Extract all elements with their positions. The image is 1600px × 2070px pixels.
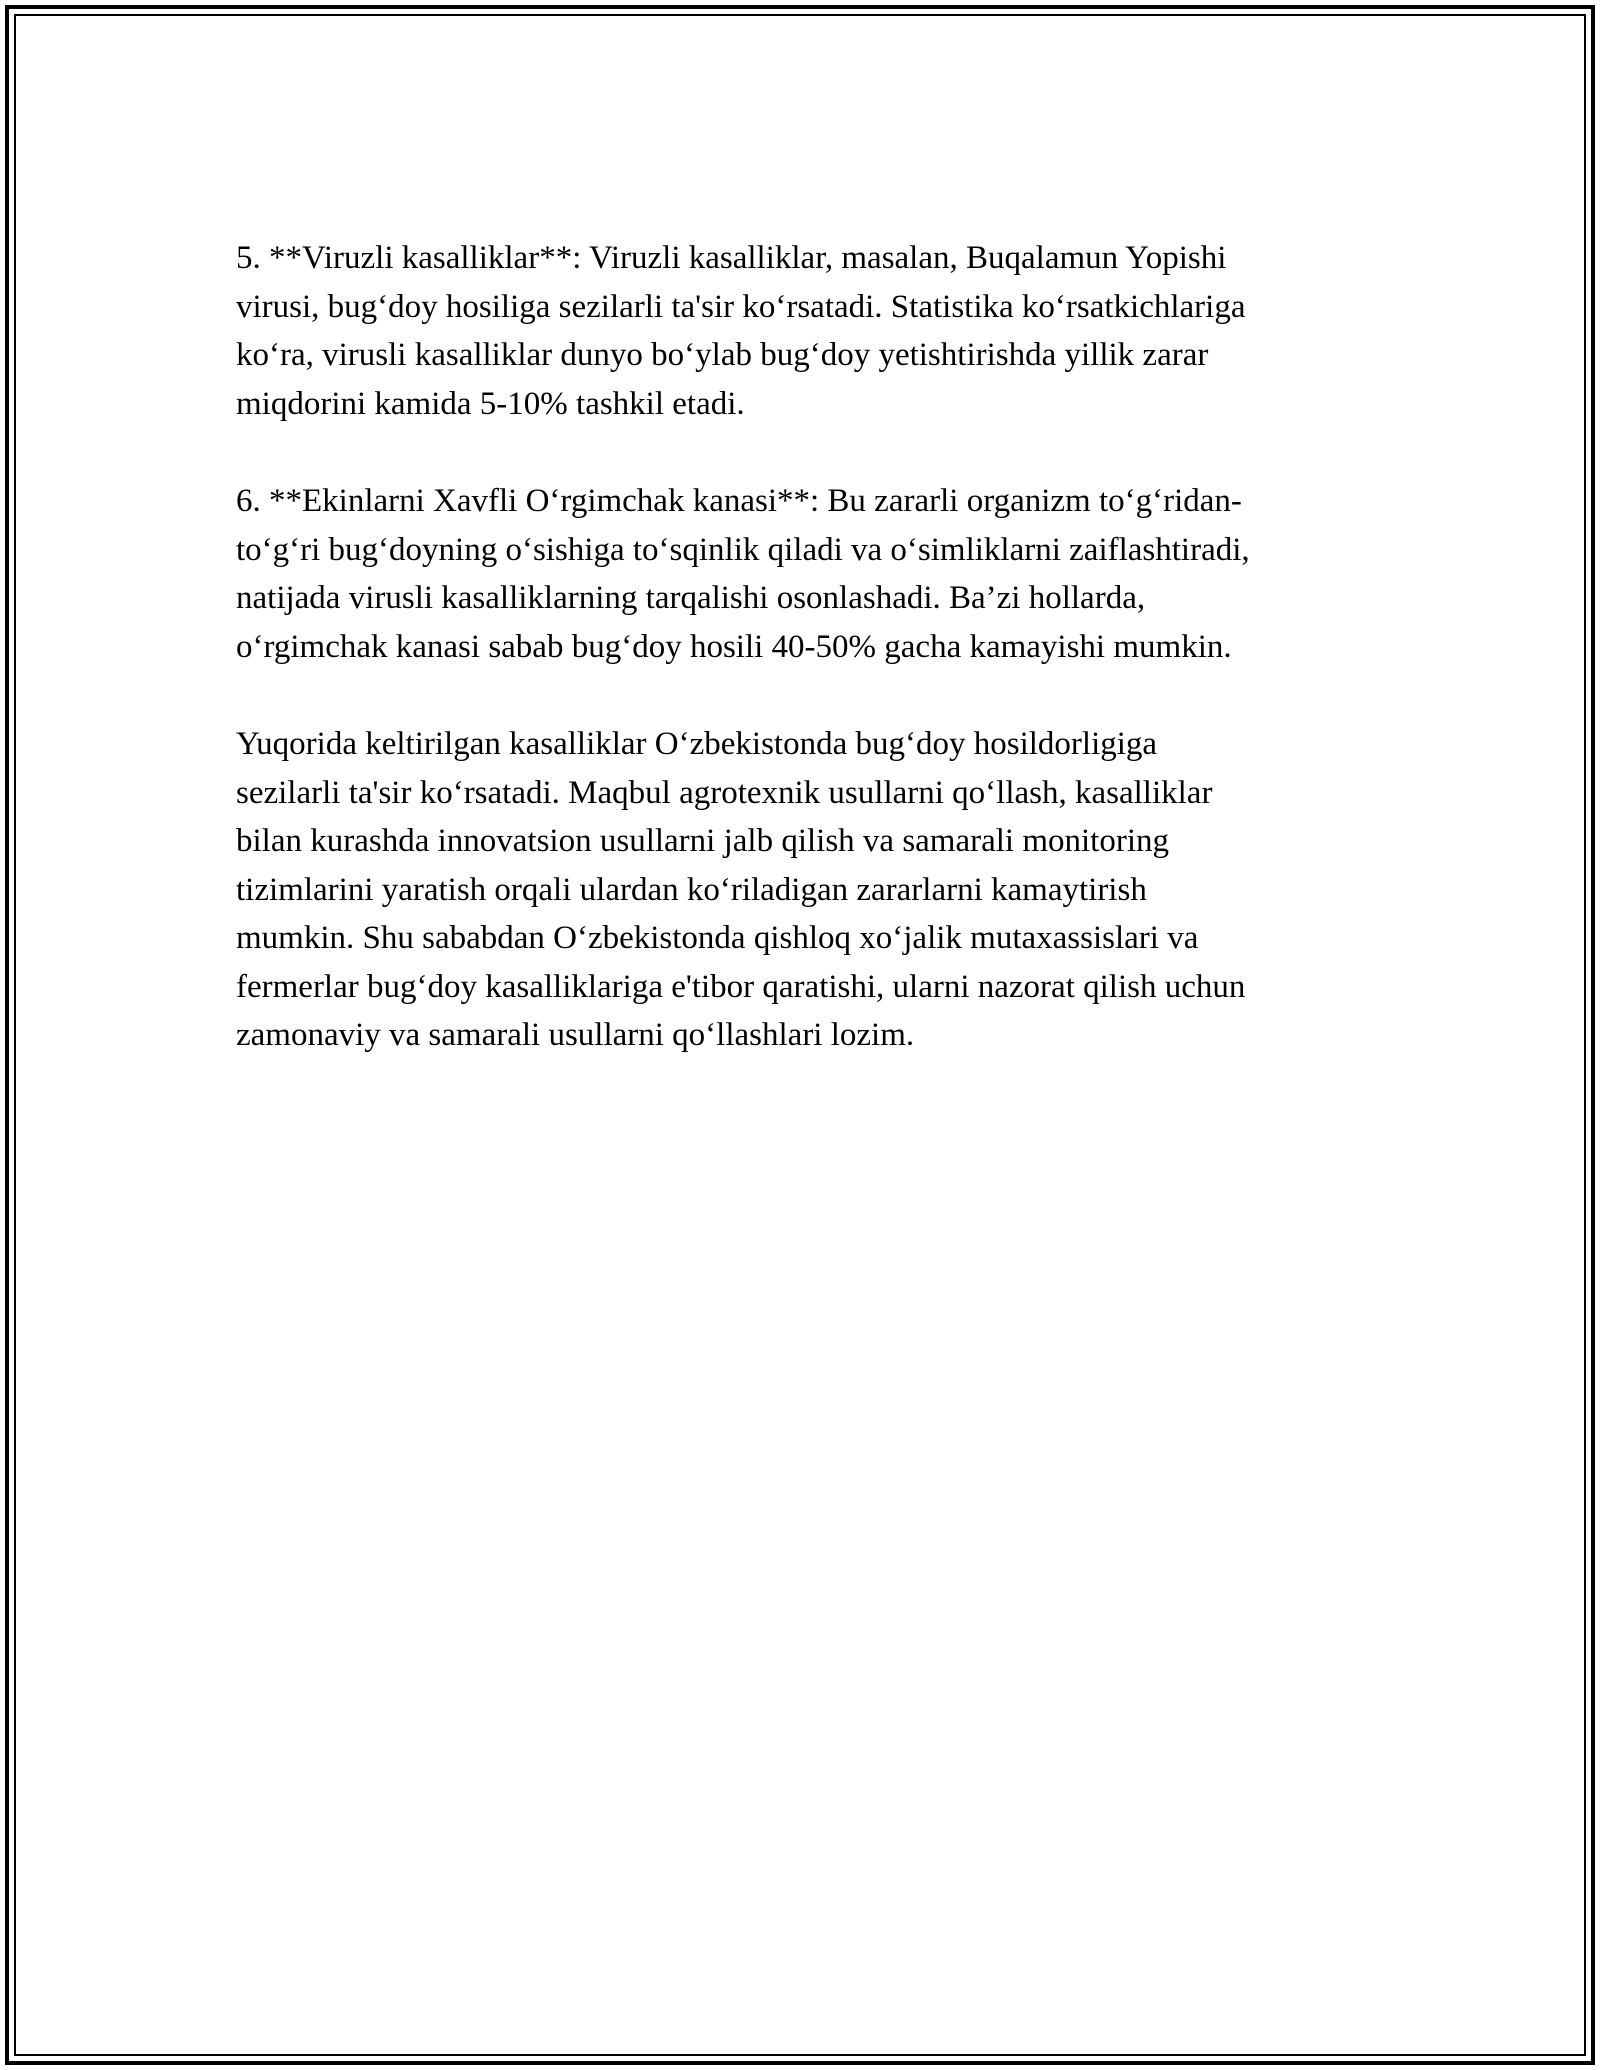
paragraph-conclusion [236, 720, 1376, 1060]
text-line: 6. **Ekinlarni Xavfli O‘rgimchak kanasi**: Bu zararli organizm to‘g‘ridan- [236, 483, 1242, 519]
text-line: tizimlarini yaratish orqali ulardan ko‘riladigan zararlarni kamaytirish [236, 871, 1147, 908]
text-line: miqdorini kamida 5-10% tashkil etadi. [236, 385, 745, 422]
text-line: fermerlar bug‘doy kasalliklariga e'tibor qaratishi, ularni nazorat qilish uchun [236, 968, 1246, 1005]
text-line: sezilarli ta'sir ko‘rsatadi. Maqbul agrotexnik usullarni qo‘llash, kasalliklar [236, 774, 1213, 811]
text-line: natijada virusli kasalliklarning tarqalishi osonlashadi. Ba’zi hollarda, [236, 580, 1146, 616]
text-line: zamonaviy va samarali usullarni qo‘llashlari lozim. [236, 1017, 915, 1053]
text-line: o‘rgimchak kanasi sabab bug‘doy hosili 40-50% gacha kamayishi mumkin. [236, 628, 1232, 665]
text-line: 5. **Viruzli kasalliklar**: Viruzli kasalliklar, masalan, Buqalamun Yopishi [236, 240, 1227, 276]
text-line: to‘g‘ri bug‘doyning o‘sishiga to‘sqinlik qiladi va o‘simliklarni zaiflashtiradi, [236, 531, 1250, 568]
text-line: virusi, bug‘doy hosiliga sezilarli ta'sir ko‘rsatadi. Statistika ko‘rsatkichlariga [236, 288, 1246, 325]
text-line: ko‘ra, virusli kasalliklar dunyo bo‘ylab bug‘doy yetishtirishda yillik zarar [236, 337, 1209, 373]
paragraph-spider-mite [236, 477, 1376, 671]
paragraph-viral-diseases [236, 234, 1376, 428]
text-line: mumkin. Shu sababdan O‘zbekistonda qishloq xo‘jalik mutaxassislari va [236, 920, 1199, 956]
text-line: bilan kurashda innovatsion usullarni jalb qilish va samarali monitoring [236, 823, 1170, 859]
document-body [236, 234, 1376, 1109]
text-line: Yuqorida keltirilgan kasalliklar O‘zbekistonda bug‘doy hosildorligiga [236, 726, 1158, 762]
